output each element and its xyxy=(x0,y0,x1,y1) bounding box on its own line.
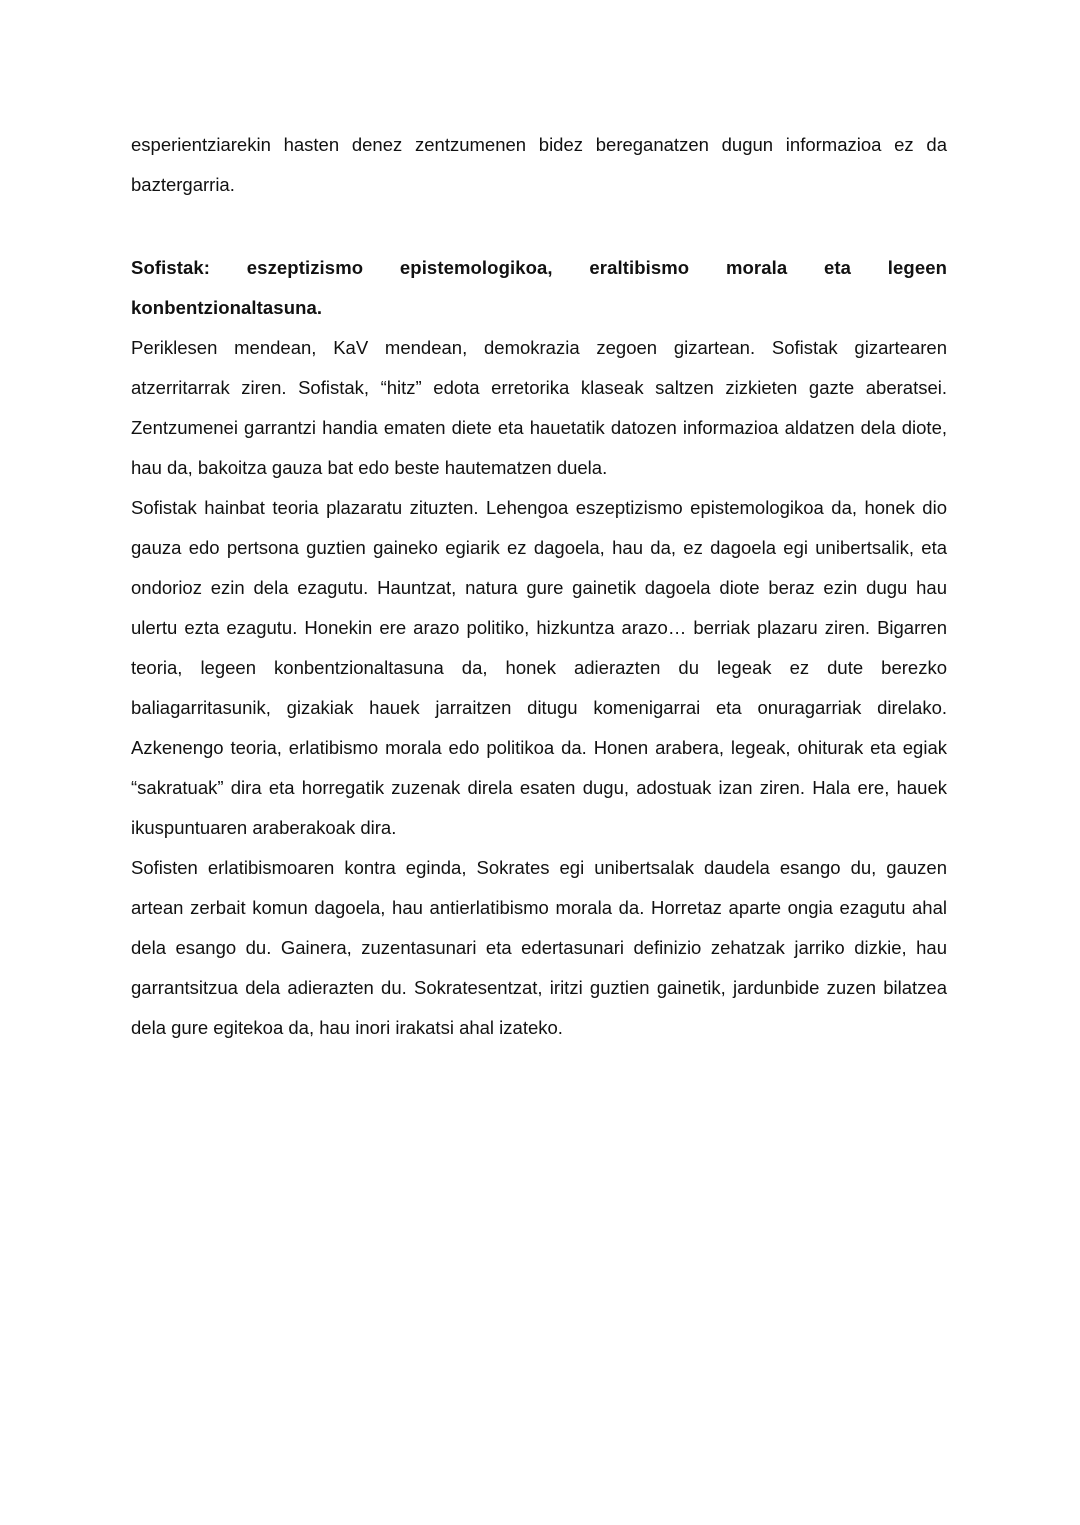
paragraph-sofistak-teoriak: Sofistak hainbat teoria plazaratu zituzten. Lehengoa eszeptizismo epistemologikoa da, honek dio gauza edo pertsona guztien gaineko egiarik ez dagoela, hau da, ez dagoela egi unibertsalik, eta ondorioz ezin dela ezagutu. Hauntzat, natura gure gainetik dagoela diote beraz ezin dugu hau ulertu ezta ezagutu. Honekin ere arazo politiko, hizkuntza arazo… berriak plazaru ziren. Bigarren teoria, legeen konbentzionaltasuna da, honek adierazten du legeak ez dute berezko baliagarritasunik, gizakiak hauek jarraitzen ditugu komenigarrai eta onuragarriak direlako. Azkenengo teoria, erlatibismo morala edo politikoa da. Honen arabera, legeak, ohiturak eta egiak “sakratuak” dira eta horregatik zuzenak direla esaten dugu, adostuak izan ziren. Hala ere, hauek ikuspuntuaren araberakoak dira. xyxy=(131,497,947,838)
section-spacer xyxy=(131,205,947,248)
paragraph-sokrates: Sofisten erlatibismoaren kontra eginda, Sokrates egi unibertsalak daudela esango du, gauzen artean zerbait komun dagoela, hau antierlatibismo morala da. Horretaz aparte ongia ezagutu ahal dela esango du. Gainera, zuzentasunari eta edertasunari definizio zehatzak jarriko dizkie, hau garrantsitzua dela adierazten du. Sokratesentzat, iritzi guztien gainetik, jardunbide zuzen bilatzea dela gure egitekoa da, hau inori irakatsi ahal izateko. xyxy=(131,857,947,1038)
intro-paragraph: esperientziarekin hasten denez zentzumenen bidez bereganatzen dugun informazioa ez da baztergarria. xyxy=(131,134,947,195)
section-heading: Sofistak: eszeptizismo epistemologikoa, eraltibismo morala eta legeen konbentzionaltasuna. xyxy=(131,257,947,318)
paragraph-sofistak-context: Periklesen mendean, KaV mendean, demokrazia zegoen gizartean. Sofistak gizartearen atzerritarrak ziren. Sofistak, “hitz” edota erretorika klaseak saltzen zizkieten gazte aberatsei. Zentzumenei garrantzi handia ematen diete eta hauetatik datozen informazioa aldatzen dela diote, hau da, bakoitza gauza bat edo beste hautematzen duela. xyxy=(131,337,947,478)
document-body xyxy=(131,125,947,1048)
